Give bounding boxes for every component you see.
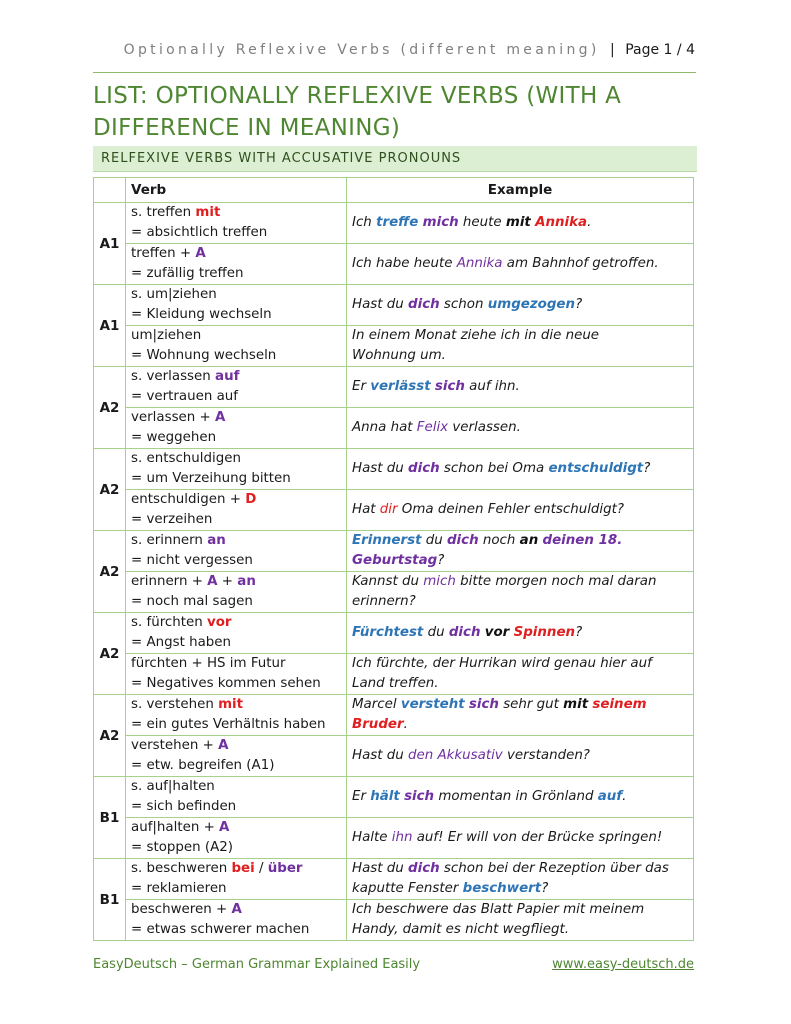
- example-line: [352, 674, 688, 694]
- example-text: Erinnerst: [352, 533, 422, 548]
- verb-text: auf|halten +: [131, 820, 220, 835]
- example-text: du: [421, 533, 447, 548]
- verb-cell: [126, 900, 347, 941]
- verb-text: s. entschuldigen: [131, 451, 241, 466]
- example-text: Ich habe heute: [352, 256, 457, 271]
- example-text: schon bei Oma: [439, 461, 549, 476]
- example-text: Ich beschwere das Blatt Papier mit meinem: [352, 902, 645, 917]
- verb-line: [131, 654, 341, 674]
- level-cell: A1: [94, 285, 126, 367]
- verb-line: [131, 203, 341, 223]
- verb-text: s. verlassen: [131, 369, 216, 384]
- example-line: [352, 623, 688, 643]
- verb-text: +: [217, 574, 238, 589]
- verb-line: [131, 572, 341, 592]
- example-text: Hast du: [352, 861, 409, 876]
- example-text: dir: [379, 502, 398, 517]
- example-text: mit: [505, 215, 531, 230]
- verb-cell: [126, 572, 347, 613]
- table-row: [94, 408, 694, 449]
- verb-cell: [126, 285, 347, 326]
- example-text: Fürchtest: [352, 625, 424, 640]
- example-line: [352, 254, 688, 274]
- example-line: [352, 531, 688, 551]
- verb-line: [131, 223, 341, 243]
- example-cell: [347, 654, 694, 695]
- level-cell: A2: [94, 613, 126, 695]
- verb-text: verlassen +: [131, 410, 216, 425]
- example-text: momentan in Grönland: [434, 789, 598, 804]
- example-line: [352, 859, 688, 879]
- verb-text: = sich befinden: [131, 799, 237, 814]
- table-row: [94, 900, 694, 941]
- example-text: noch: [478, 533, 520, 548]
- table-row: [94, 490, 694, 531]
- verb-line: [131, 469, 341, 489]
- example-line: [352, 418, 688, 438]
- example-text: Hast du: [352, 748, 409, 763]
- table-row: [94, 572, 694, 613]
- example-text: bitte morgen noch mal daran: [455, 574, 657, 589]
- example-text: Hat: [352, 502, 380, 517]
- example-line: [352, 551, 688, 571]
- example-text: am Bahnhof getroffen.: [502, 256, 659, 271]
- verb-line: [131, 838, 341, 858]
- example-cell: [347, 531, 694, 572]
- example-text: verstanden?: [502, 748, 590, 763]
- example-line: [352, 879, 688, 899]
- verb-line: [131, 695, 341, 715]
- example-text: Hast du: [352, 297, 409, 312]
- verb-cell: [126, 408, 347, 449]
- verb-cell: [126, 367, 347, 408]
- verb-text: = Negatives kommen sehen: [131, 676, 321, 691]
- verb-line: [131, 777, 341, 797]
- example-text: Halte: [352, 830, 392, 845]
- verb-text: s. verstehen: [131, 697, 219, 712]
- verb-text: A: [195, 246, 206, 261]
- example-line: [352, 346, 688, 366]
- verb-line: [131, 818, 341, 838]
- example-text: sehr gut: [498, 697, 564, 712]
- example-line: [352, 592, 688, 612]
- example-text: Annika: [535, 215, 588, 230]
- verb-text: fürchten + HS im Futur: [131, 656, 286, 671]
- example-text: sich: [434, 379, 465, 394]
- section-heading-band: [93, 146, 697, 172]
- example-cell: [347, 408, 694, 449]
- example-line: [352, 213, 688, 233]
- verb-text: = um Verzeihung bitten: [131, 471, 291, 486]
- verb-cell: [126, 777, 347, 818]
- verb-text: /: [254, 861, 268, 876]
- example-line: [352, 459, 688, 479]
- example-text: Geburtstag: [352, 553, 438, 568]
- example-text: Ich: [352, 215, 377, 230]
- verb-line: [131, 510, 341, 530]
- verb-cell: [126, 613, 347, 654]
- verb-line: [131, 531, 341, 551]
- example-text: deinen 18.: [542, 533, 623, 548]
- verb-text: s. auf|halten: [131, 779, 215, 794]
- example-column-header: Example: [347, 178, 694, 203]
- example-text: Marcel: [352, 697, 401, 712]
- level-cell: B1: [94, 859, 126, 941]
- example-text: auf! Er will von der Brücke springen!: [412, 830, 663, 845]
- verb-text: A: [219, 820, 230, 835]
- verb-text: = vertrauen auf: [131, 389, 238, 404]
- example-text: ?: [541, 881, 549, 896]
- example-line: [352, 746, 688, 766]
- example-text: Kannst du: [352, 574, 424, 589]
- verb-text: an: [207, 533, 226, 548]
- section-heading: RELFEXIVE VERBS WITH ACCUSATIVE PRONOUNS: [101, 151, 462, 166]
- example-text: mich: [422, 215, 459, 230]
- verb-text: D: [245, 492, 257, 507]
- table-row: [94, 326, 694, 367]
- example-line: [352, 695, 688, 715]
- verb-text: mit: [195, 205, 221, 220]
- verb-line: [131, 879, 341, 899]
- example-text: .: [403, 717, 408, 732]
- verb-table: [93, 177, 694, 941]
- verb-line: [131, 285, 341, 305]
- verb-text: = weggehen: [131, 430, 217, 445]
- example-text: Ich fürchte, der Hurrikan wird genau hier auf: [352, 656, 652, 671]
- example-text: den Akkusativ: [408, 748, 503, 763]
- verb-cell: [126, 490, 347, 531]
- example-text: mich: [423, 574, 456, 589]
- example-text: ?: [575, 297, 583, 312]
- example-text: seinem: [592, 697, 647, 712]
- verb-text: s. beschweren: [131, 861, 232, 876]
- verb-text: s. treffen: [131, 205, 196, 220]
- example-text: ?: [643, 461, 651, 476]
- verb-line: [131, 920, 341, 940]
- verb-text: s. um|ziehen: [131, 287, 217, 302]
- verb-text: s. fürchten: [131, 615, 207, 630]
- example-text: du: [423, 625, 449, 640]
- verb-line: [131, 756, 341, 776]
- verb-text: s. erinnern: [131, 533, 208, 548]
- verb-cell: [126, 326, 347, 367]
- example-cell: [347, 613, 694, 654]
- table-row: [94, 285, 694, 326]
- verb-text: über: [267, 861, 303, 876]
- example-cell: [347, 203, 694, 244]
- verb-text: = absichtlich treffen: [131, 225, 268, 240]
- verb-cell: [126, 531, 347, 572]
- example-line: [352, 654, 688, 674]
- example-text: auf: [597, 789, 623, 804]
- example-line: [352, 572, 688, 592]
- table-row: [94, 244, 694, 285]
- example-cell: [347, 244, 694, 285]
- example-text: .: [587, 215, 592, 230]
- verb-text: A: [207, 574, 218, 589]
- verb-line: [131, 674, 341, 694]
- example-text: Felix: [416, 420, 449, 435]
- example-line: [352, 787, 688, 807]
- verb-text: = stoppen (A2): [131, 840, 234, 855]
- table-row: [94, 695, 694, 736]
- example-text: Annika: [456, 256, 503, 271]
- verb-text: A: [218, 738, 229, 753]
- example-cell: [347, 572, 694, 613]
- table-row: [94, 531, 694, 572]
- example-text: Spinnen: [513, 625, 576, 640]
- verb-line: [131, 900, 341, 920]
- verb-line: [131, 367, 341, 387]
- example-cell: [347, 695, 694, 736]
- example-text: vor: [484, 625, 510, 640]
- verb-line: [131, 305, 341, 325]
- example-line: [352, 500, 688, 520]
- example-text: auf ihn.: [464, 379, 520, 394]
- verb-text: bei: [231, 861, 255, 876]
- example-text: schon: [439, 297, 488, 312]
- example-text: an: [519, 533, 539, 548]
- verb-column-header: Verb: [126, 178, 347, 203]
- level-cell: A2: [94, 695, 126, 777]
- document-title: LIST: OPTIONALLY REFLEXIVE VERBS (WITH A DIFFERENCE IN MEANING): [93, 83, 622, 141]
- example-cell: [347, 449, 694, 490]
- page-number: Page 1 / 4: [625, 42, 695, 58]
- verb-text: = etw. begreifen (A1): [131, 758, 275, 773]
- example-text: dich: [446, 533, 479, 548]
- example-cell: [347, 859, 694, 900]
- example-line: [352, 377, 688, 397]
- verb-text: = verzeihen: [131, 512, 213, 527]
- verb-line: [131, 859, 341, 879]
- verb-text: = reklamieren: [131, 881, 227, 896]
- verb-cell: [126, 695, 347, 736]
- verb-text: = zufällig treffen: [131, 266, 244, 281]
- table-row: [94, 367, 694, 408]
- verb-line: [131, 715, 341, 735]
- header-title: Optionally Reflexive Verbs (different meaning): [123, 42, 600, 58]
- verb-line: [131, 428, 341, 448]
- level-cell: A2: [94, 367, 126, 449]
- verb-line: [131, 449, 341, 469]
- example-text: sich: [404, 789, 435, 804]
- example-text: Oma deinen Fehler entschuldigt?: [397, 502, 624, 517]
- verb-line: [131, 797, 341, 817]
- example-text: ?: [437, 553, 445, 568]
- verb-cell: [126, 449, 347, 490]
- example-text: Er: [352, 379, 371, 394]
- verb-text: = ein gutes Verhältnis haben: [131, 717, 326, 732]
- example-text: Anna hat: [352, 420, 417, 435]
- example-line: [352, 920, 688, 940]
- verb-text: vor: [206, 615, 232, 630]
- example-text: dich: [408, 461, 440, 476]
- verb-line: [131, 346, 341, 366]
- verb-line: [131, 592, 341, 612]
- example-cell: [347, 285, 694, 326]
- table-row: [94, 654, 694, 695]
- verb-text: um|ziehen: [131, 328, 202, 343]
- example-cell: [347, 326, 694, 367]
- level-column-header: [94, 178, 126, 203]
- verb-cell: [126, 244, 347, 285]
- example-text: mit: [563, 697, 589, 712]
- level-cell: A2: [94, 449, 126, 531]
- level-cell: A1: [94, 203, 126, 285]
- example-text: dich: [408, 861, 440, 876]
- example-cell: [347, 818, 694, 859]
- verb-text: = nicht vergessen: [131, 553, 253, 568]
- example-line: [352, 715, 688, 735]
- verb-text: A: [215, 410, 226, 425]
- header-rule: [93, 72, 696, 73]
- verb-text: = etwas schwerer machen: [131, 922, 310, 937]
- verb-line: [131, 490, 341, 510]
- verb-cell: [126, 203, 347, 244]
- verb-cell: [126, 654, 347, 695]
- example-text: verlassen.: [448, 420, 521, 435]
- example-text: ?: [575, 625, 583, 640]
- example-text: entschuldigt: [548, 461, 644, 476]
- table-row: [94, 613, 694, 654]
- example-cell: [347, 900, 694, 941]
- example-cell: [347, 490, 694, 531]
- table-body: [94, 203, 694, 941]
- verb-cell: [126, 736, 347, 777]
- example-cell: [347, 367, 694, 408]
- example-text: treffe: [376, 215, 419, 230]
- verb-text: verstehen +: [131, 738, 219, 753]
- verb-line: [131, 387, 341, 407]
- table-row: [94, 859, 694, 900]
- example-text: beschwert: [462, 881, 542, 896]
- verb-line: [131, 613, 341, 633]
- verb-text: = Angst haben: [131, 635, 232, 650]
- table-row: [94, 449, 694, 490]
- verb-cell: [126, 859, 347, 900]
- example-text: verlässt: [370, 379, 431, 394]
- verb-line: [131, 736, 341, 756]
- example-text: kaputte Fenster: [352, 881, 463, 896]
- example-text: versteht: [400, 697, 465, 712]
- verb-text: beschweren +: [131, 902, 232, 917]
- example-text: hält: [370, 789, 400, 804]
- verb-text: erinnern +: [131, 574, 208, 589]
- example-text: Land treffen.: [352, 676, 439, 691]
- example-text: Hast du: [352, 461, 409, 476]
- level-cell: B1: [94, 777, 126, 859]
- example-text: schon bei der Rezeption über das: [439, 861, 669, 876]
- example-text: sich: [468, 697, 499, 712]
- example-cell: [347, 736, 694, 777]
- example-line: [352, 900, 688, 920]
- example-text: erinnern?: [352, 594, 416, 609]
- example-text: Er: [352, 789, 371, 804]
- example-text: dich: [408, 297, 440, 312]
- footer-brand: EasyDeutsch – German Grammar Explained Easily: [93, 957, 421, 972]
- verb-text: treffen +: [131, 246, 196, 261]
- example-text: Bruder: [352, 717, 404, 732]
- example-text: Wohnung um.: [352, 348, 446, 363]
- example-cell: [347, 777, 694, 818]
- example-text: In einem Monat ziehe ich in die neue: [352, 328, 600, 343]
- example-text: dich: [448, 625, 481, 640]
- verb-line: [131, 408, 341, 428]
- verb-text: an: [237, 574, 256, 589]
- verb-text: A: [231, 902, 242, 917]
- example-line: [352, 828, 688, 848]
- verb-cell: [126, 818, 347, 859]
- verb-line: [131, 551, 341, 571]
- header-separator: |: [610, 42, 615, 58]
- verb-line: [131, 264, 341, 284]
- verb-text: = noch mal sagen: [131, 594, 253, 609]
- verb-line: [131, 633, 341, 653]
- example-text: Handy, damit es nicht wegfliegt.: [352, 922, 569, 937]
- page-header: [95, 42, 695, 58]
- verb-text: entschuldigen +: [131, 492, 246, 507]
- example-text: heute: [458, 215, 506, 230]
- footer-link[interactable]: www.easy-deutsch.de: [552, 957, 694, 972]
- table-row: [94, 736, 694, 777]
- verb-line: [131, 326, 341, 346]
- example-line: [352, 326, 688, 346]
- table-row: [94, 203, 694, 244]
- level-cell: A2: [94, 531, 126, 613]
- verb-line: [131, 244, 341, 264]
- table-row: [94, 818, 694, 859]
- example-text: .: [622, 789, 627, 804]
- verb-text: mit: [218, 697, 244, 712]
- verb-text: = Wohnung wechseln: [131, 348, 277, 363]
- example-text: ihn: [391, 830, 413, 845]
- example-text: umgezogen: [487, 297, 576, 312]
- table-row: [94, 777, 694, 818]
- table-header-row: [94, 178, 694, 203]
- verb-text: = Kleidung wechseln: [131, 307, 272, 322]
- verb-text: auf: [215, 369, 240, 384]
- example-line: [352, 295, 688, 315]
